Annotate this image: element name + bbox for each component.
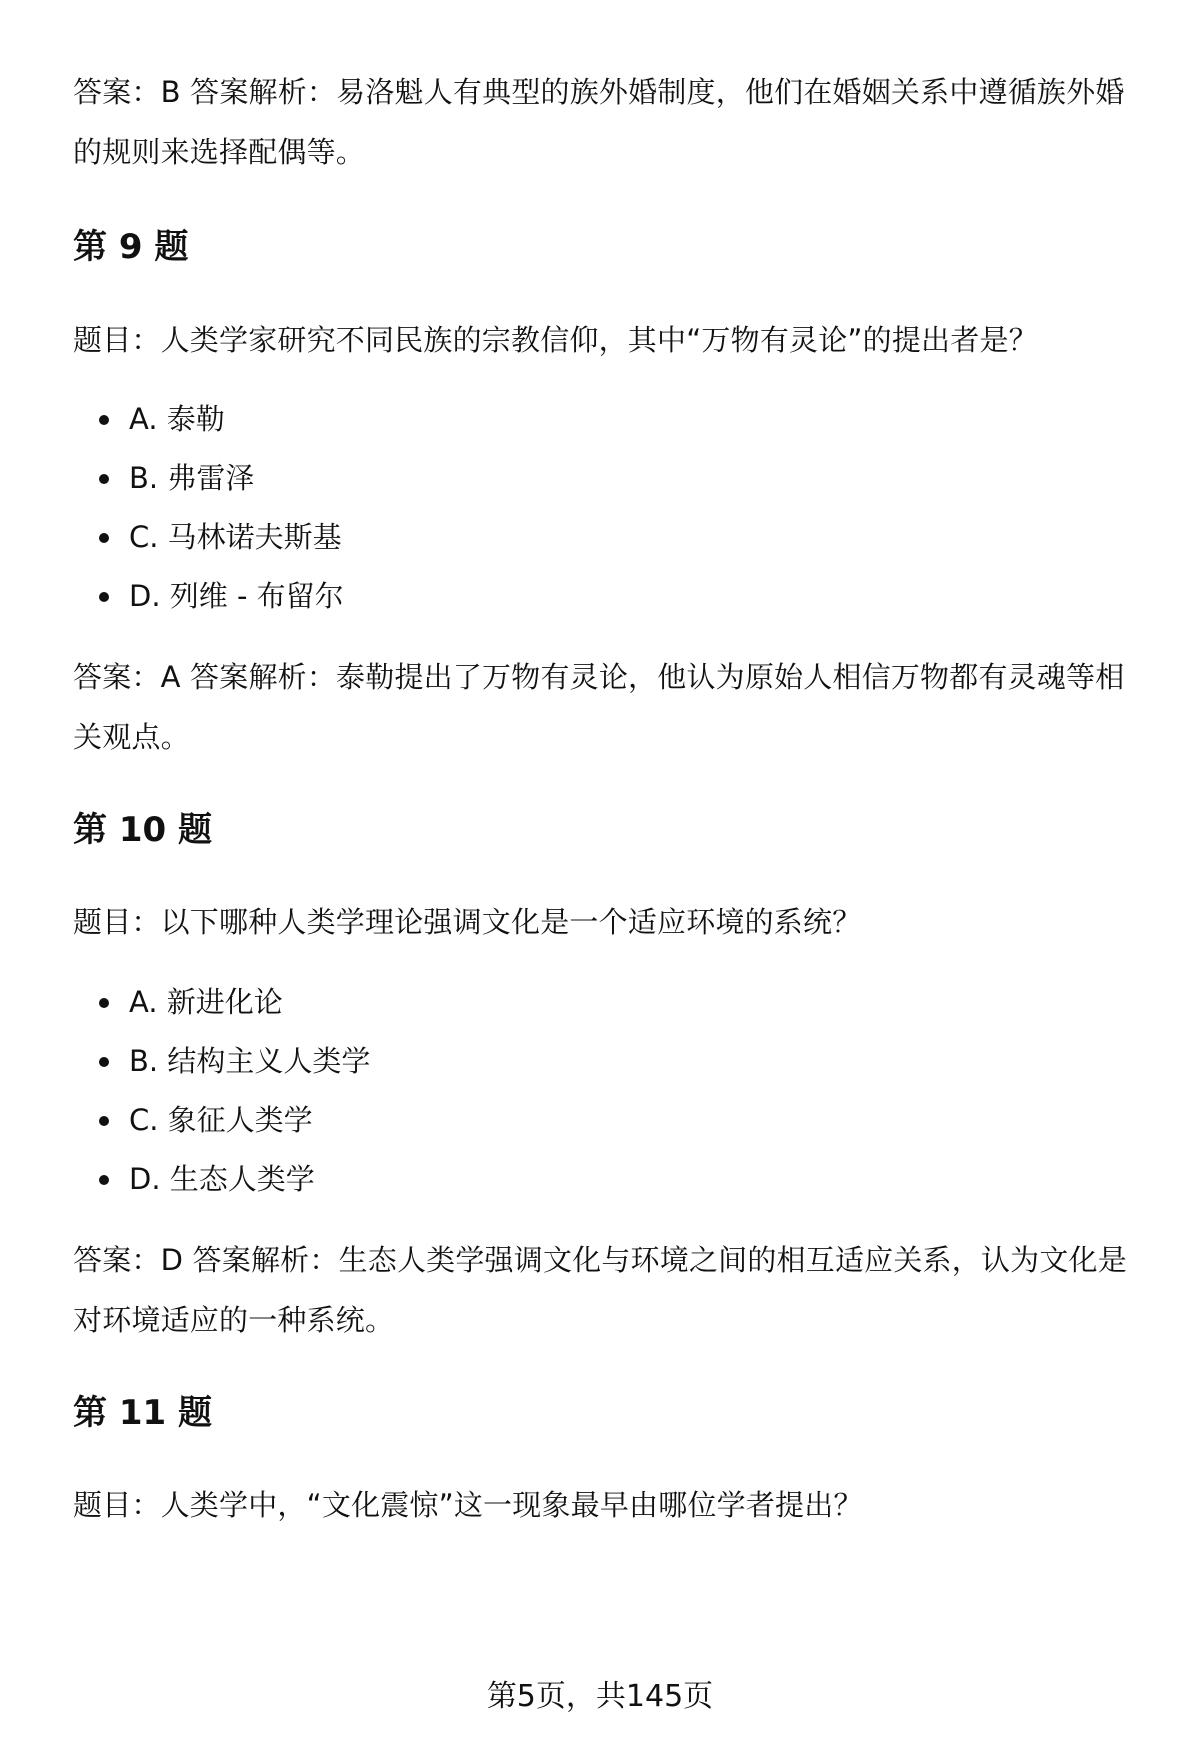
option-10-b: B. 结构主义人类学 xyxy=(73,1032,1148,1091)
option-9-d: D. 列维 - 布留尔 xyxy=(73,567,1148,626)
question-heading-10: 第 10 题 xyxy=(73,810,212,850)
option-10-c: C. 象征人类学 xyxy=(73,1091,1148,1150)
option-10-d: D. 生态人类学 xyxy=(73,1150,1148,1209)
answer-q10: 答案：D 答案解析：生态人类学强调文化与环境之间的相互适应关系，认为文化是对环境适应的一种系统。 xyxy=(73,1243,1127,1337)
option-10-a: A. 新进化论 xyxy=(73,973,1148,1032)
question-text-9: 题目：人类学家研究不同民族的宗教信仰，其中“万物有灵论”的提出者是？ xyxy=(73,323,1038,357)
options-list-10 xyxy=(73,973,1148,1209)
option-9-a: A. 泰勒 xyxy=(73,390,1148,449)
options-list-9 xyxy=(73,390,1148,626)
answer-q9: 答案：A 答案解析：泰勒提出了万物有灵论，他认为原始人相信万物都有灵魂等相关观点。 xyxy=(73,660,1125,754)
question-heading-9: 第 9 题 xyxy=(73,227,189,267)
question-text-11: 题目：人类学中，“文化震惊”这一现象最早由哪位学者提出？ xyxy=(73,1488,863,1522)
document-content xyxy=(73,62,1148,1535)
answer-q8: 答案：B 答案解析：易洛魁人有典型的族外婚制度，他们在婚姻关系中遵循族外婚的规则来选择配偶等。 xyxy=(73,75,1125,169)
page-number-footer: 第5页，共145页 xyxy=(486,1679,714,1714)
option-9-c: C. 马林诺夫斯基 xyxy=(73,508,1148,567)
option-9-b: B. 弗雷泽 xyxy=(73,449,1148,508)
question-text-10: 题目：以下哪种人类学理论强调文化是一个适应环境的系统？ xyxy=(73,905,862,939)
question-heading-11: 第 11 题 xyxy=(73,1393,212,1433)
